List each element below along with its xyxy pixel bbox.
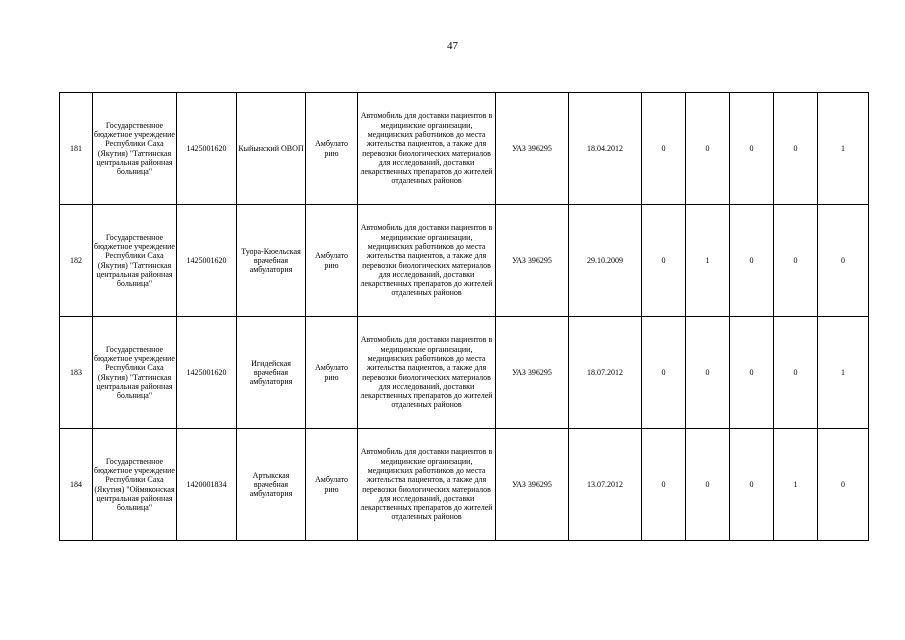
cell-value-4: 0 — [774, 317, 818, 429]
cell-date: 29.10.2009 — [569, 205, 642, 317]
table-row — [60, 205, 869, 317]
cell-value-1: 0 — [642, 317, 686, 429]
cell-value-5: 1 — [818, 317, 869, 429]
vehicles-table — [59, 92, 869, 541]
cell-date: 18.07.2012 — [569, 317, 642, 429]
cell-value-1: 0 — [642, 93, 686, 205]
cell-row-number: 181 — [60, 93, 93, 205]
cell-value-3: 0 — [730, 317, 774, 429]
cell-row-number: 184 — [60, 429, 93, 541]
cell-unit: Кыйынский ОВОП — [237, 93, 306, 205]
cell-value-2: 1 — [686, 205, 730, 317]
cell-code: 1425001620 — [177, 317, 237, 429]
cell-code: 1425001620 — [177, 93, 237, 205]
cell-value-4: 0 — [774, 93, 818, 205]
cell-code: 1420001834 — [177, 429, 237, 541]
cell-organization: Государственное бюджетное учреждение Республики Саха (Якутия) "Таттинская центральная районная больница" — [93, 93, 177, 205]
table-row — [60, 317, 869, 429]
cell-organization: Государственное бюджетное учреждение Республики Саха (Якутия) "Таттинская центральная районная больница" — [93, 205, 177, 317]
cell-purpose: Автомобиль для доставки пациентов в медицинские организации, медицинских работников до места жительства пациентов, а также для перевозки биологических материалов для исследований, доставки лекарственных препаратов до жителей отдаленных районов — [358, 317, 496, 429]
cell-value-3: 0 — [730, 429, 774, 541]
cell-code: 1425001620 — [177, 205, 237, 317]
table-row — [60, 429, 869, 541]
cell-purpose: Автомобиль для доставки пациентов в медицинские организации, медицинских работников до места жительства пациентов, а также для перевозки биологических материалов для исследований, доставки лекарственных препаратов до жителей отдаленных районов — [358, 93, 496, 205]
cell-value-2: 0 — [686, 317, 730, 429]
cell-value-4: 1 — [774, 429, 818, 541]
cell-value-3: 0 — [730, 205, 774, 317]
cell-row-number: 182 — [60, 205, 93, 317]
cell-organization: Государственное бюджетное учреждение Республики Саха (Якутия) "Оймяконская центральная районная больница" — [93, 429, 177, 541]
cell-date: 18.04.2012 — [569, 93, 642, 205]
cell-value-5: 0 — [818, 429, 869, 541]
cell-value-2: 0 — [686, 429, 730, 541]
cell-value-1: 0 — [642, 429, 686, 541]
cell-value-4: 0 — [774, 205, 818, 317]
cell-type: Амбулато рию — [306, 429, 358, 541]
cell-value-5: 0 — [818, 205, 869, 317]
cell-row-number: 183 — [60, 317, 93, 429]
cell-value-5: 1 — [818, 93, 869, 205]
cell-type: Амбулато рию — [306, 93, 358, 205]
cell-value-2: 0 — [686, 93, 730, 205]
cell-purpose: Автомобиль для доставки пациентов в медицинские организации, медицинских работников до места жительства пациентов, а также для перевозки биологических материалов для исследований, доставки лекарственных препаратов до жителей отдаленных районов — [358, 205, 496, 317]
cell-organization: Государственное бюджетное учреждение Республики Саха (Якутия) "Таттинская центральная районная больница" — [93, 317, 177, 429]
cell-value-3: 0 — [730, 93, 774, 205]
cell-purpose: Автомобиль для доставки пациентов в медицинские организации, медицинских работников до места жительства пациентов, а также для перевозки биологических материалов для исследований, доставки лекарственных препаратов до жителей отдаленных районов — [358, 429, 496, 541]
cell-model: УАЗ 396295 — [496, 317, 569, 429]
page-number: 47 — [447, 40, 458, 52]
cell-type: Амбулато рию — [306, 317, 358, 429]
cell-type: Амбулато рию — [306, 205, 358, 317]
cell-model: УАЗ 396295 — [496, 93, 569, 205]
cell-model: УАЗ 396295 — [496, 205, 569, 317]
cell-value-1: 0 — [642, 205, 686, 317]
cell-unit: Туора-Кюельская врачебная амбулатория — [237, 205, 306, 317]
table-row — [60, 93, 869, 205]
cell-unit: Артыкская врачебная амбулатория — [237, 429, 306, 541]
cell-model: УАЗ 396295 — [496, 429, 569, 541]
cell-date: 13.07.2012 — [569, 429, 642, 541]
cell-unit: Игидейская врачебная амбулатория — [237, 317, 306, 429]
